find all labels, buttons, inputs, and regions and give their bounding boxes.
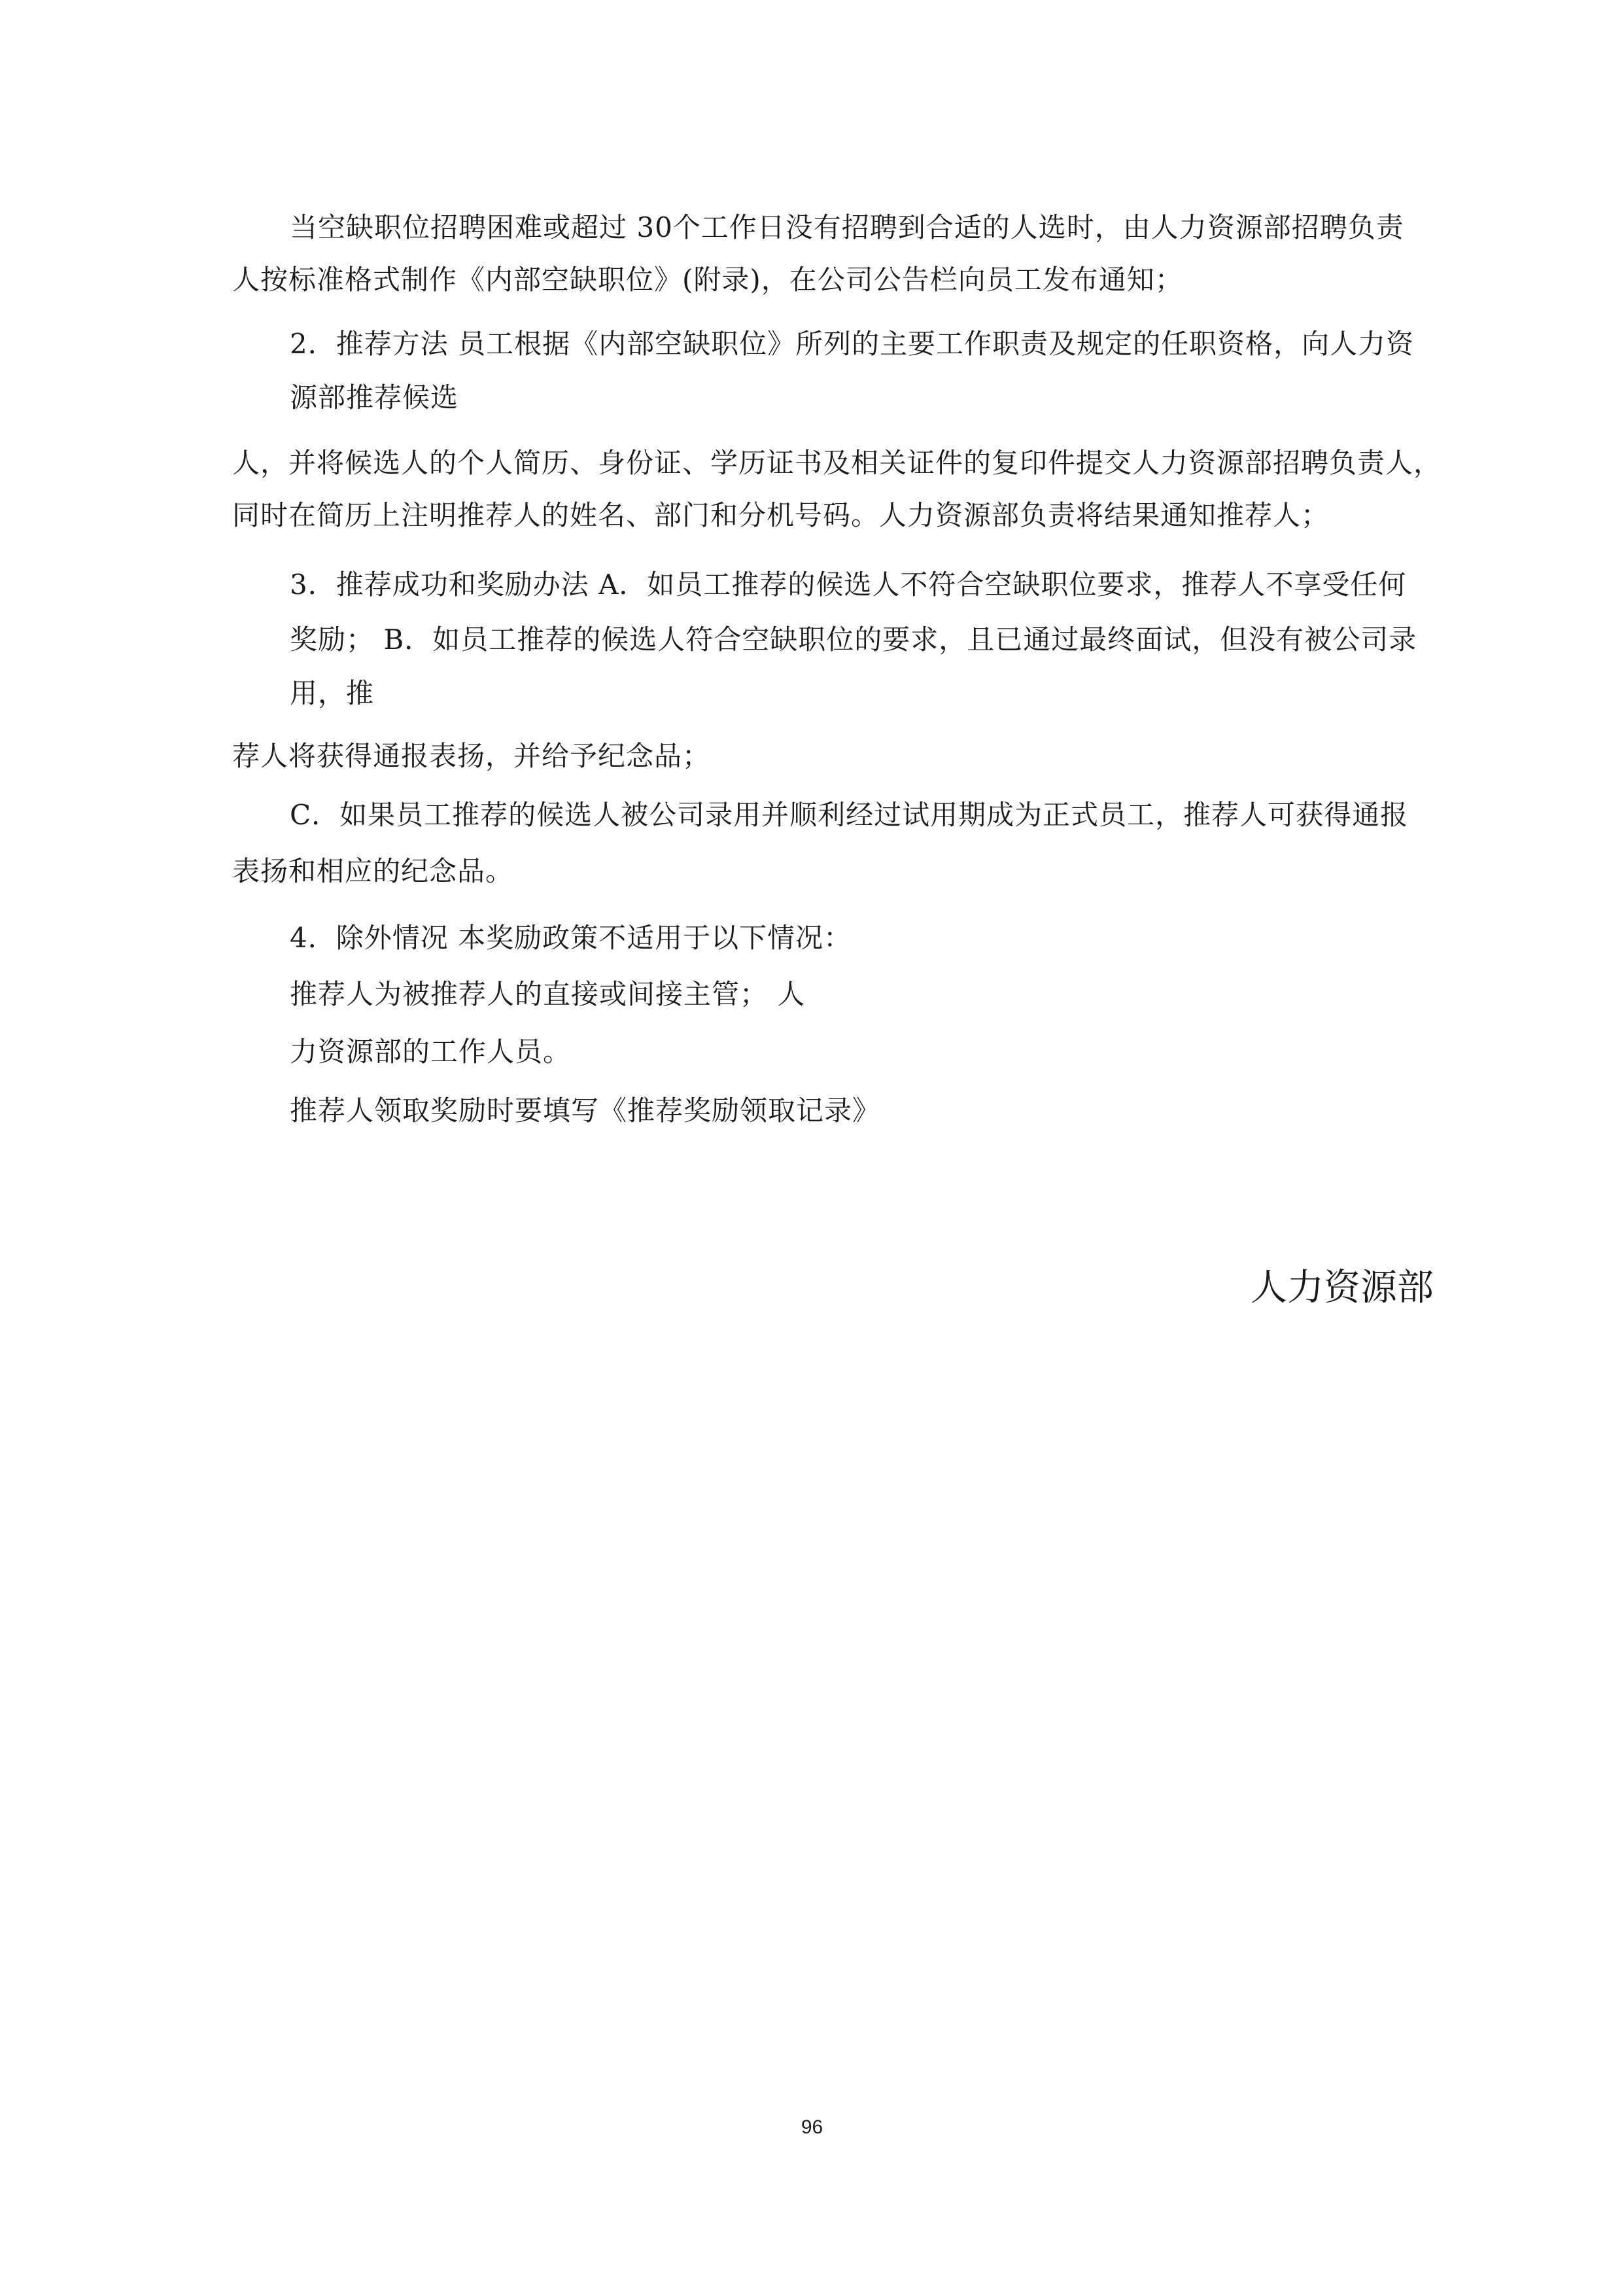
paragraph-line: 3．推荐成功和奖励办法 A．如员工推荐的候选人不符合空缺职位要求，推荐人不享受任何 bbox=[290, 569, 1407, 601]
paragraph-line: 荐人将获得通报表扬，并给予纪念品； bbox=[232, 740, 711, 772]
paragraph-line: 2．推荐方法 员工根据《内部空缺职位》所列的主要工作职责及规定的任职资格，向人力资 bbox=[290, 328, 1415, 360]
paragraph-line: 力资源部的工作人员。 bbox=[290, 1036, 572, 1068]
paragraph-line: 当空缺职位招聘困难或超过 30个工作日没有招聘到合适的人选时，由人力资源部招聘负责 bbox=[290, 211, 1404, 243]
paragraph-line: 奖励； B．如员工推荐的候选人符合空缺职位的要求，且已通过最终面试，但没有被公司录 bbox=[290, 623, 1417, 656]
department-signature: 人力资源部 bbox=[1251, 1267, 1434, 1309]
paragraph-line: C．如果员工推荐的候选人被公司录用并顺利经过试用期成为正式员工，推荐人可获得通报 bbox=[290, 799, 1409, 831]
paragraph-line: 同时在简历上注明推荐人的姓名、部门和分机号码。人力资源部负责将结果通知推荐人； bbox=[232, 499, 1330, 531]
paragraph-line: 源部推荐候选 bbox=[290, 381, 459, 413]
paragraph-line: 人按标准格式制作《内部空缺职位》(附录)，在公司公告栏向员工发布通知； bbox=[232, 264, 1183, 296]
paragraph-line: 表扬和相应的纪念品。 bbox=[232, 855, 514, 887]
paragraph-line: 人，并将候选人的个人简历、身份证、学历证书及相关证件的复印件提交人力资源部招聘负责人， bbox=[232, 447, 1442, 479]
page-number: 96 bbox=[801, 2116, 823, 2138]
paragraph-line: 推荐人为被推荐人的直接或间接主管； 人 bbox=[290, 978, 806, 1010]
paragraph-line: 推荐人领取奖励时要填写《推荐奖励领取记录》 bbox=[290, 1095, 881, 1127]
paragraph-line: 用，推 bbox=[290, 677, 375, 709]
paragraph-line: 4．除外情况 本奖励政策不适用于以下情况： bbox=[290, 922, 852, 954]
